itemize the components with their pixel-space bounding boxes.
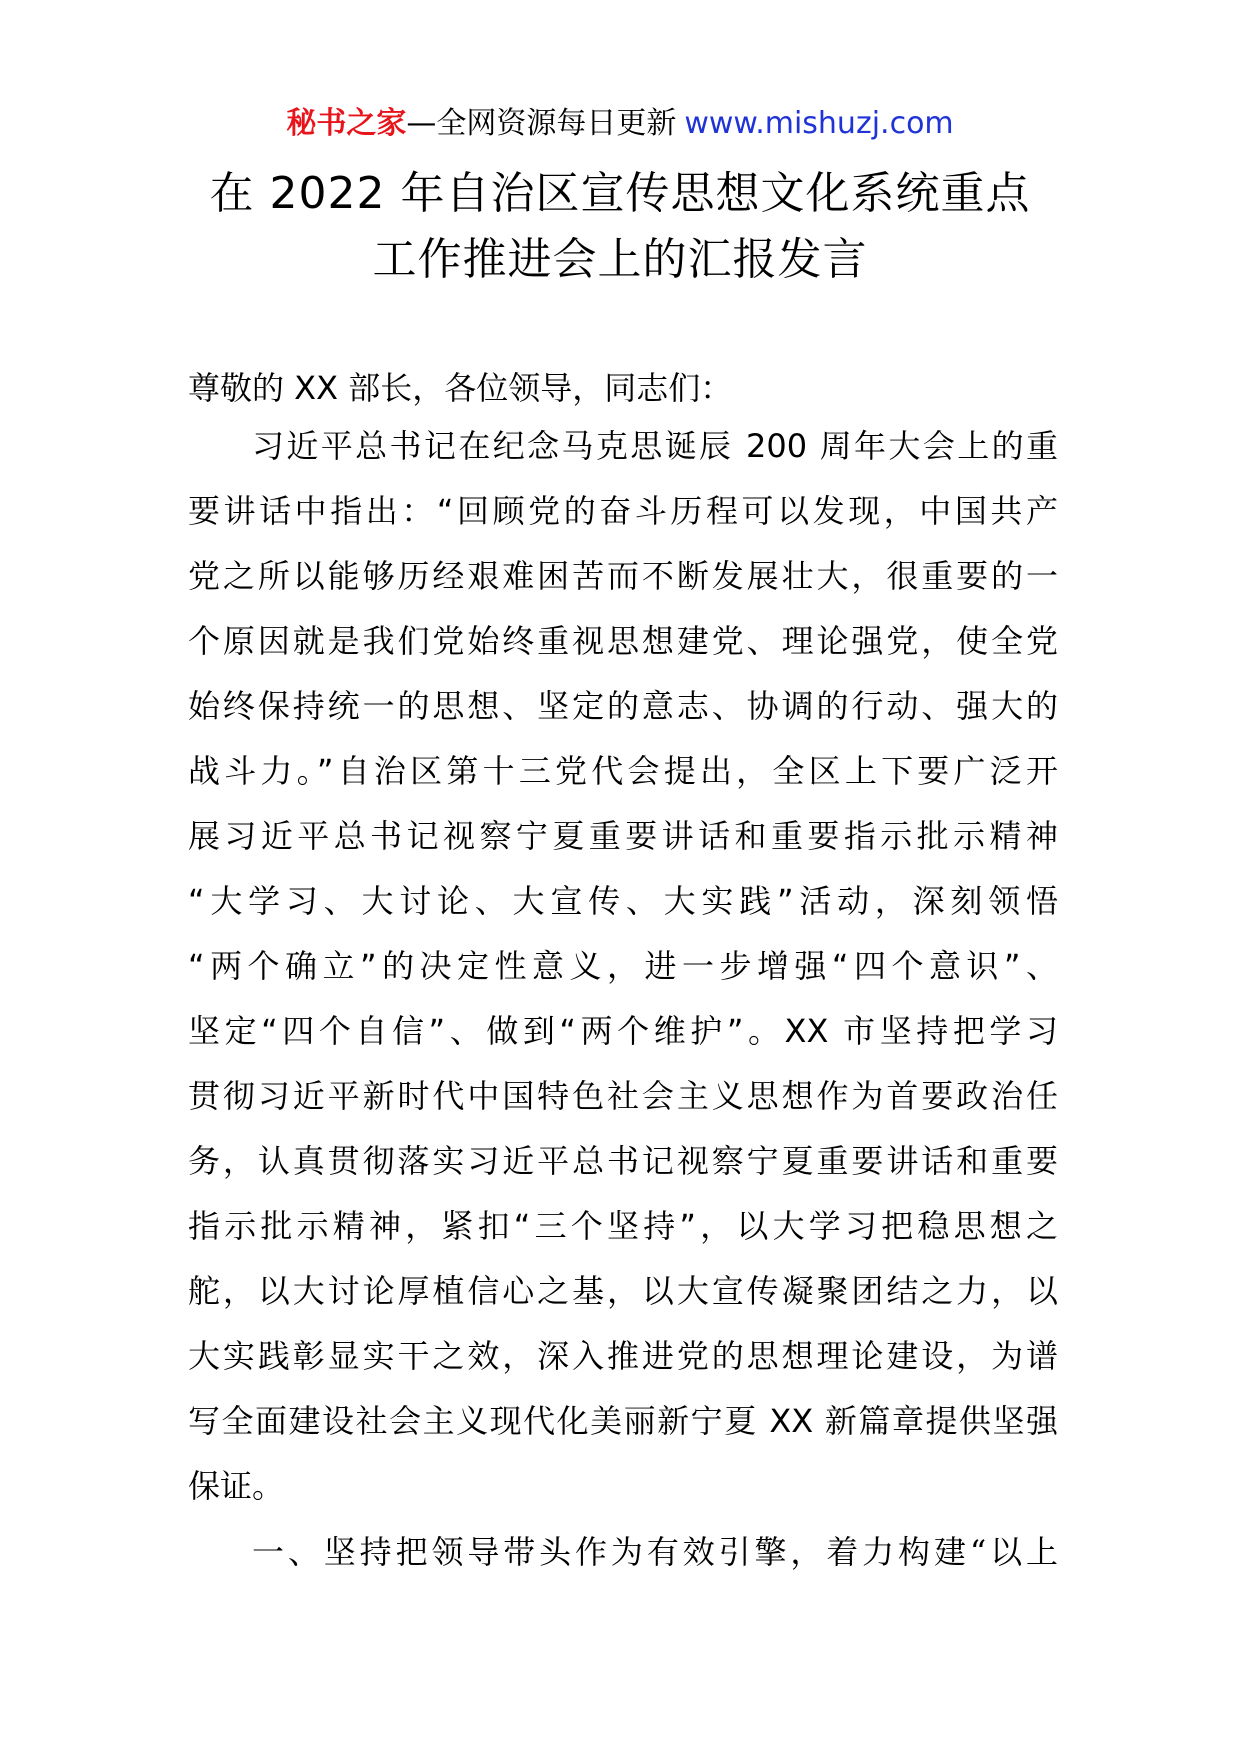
header-slogan: —全网资源每日更新 — [406, 106, 677, 141]
paragraph-line: 写全面建设社会主义现代化美丽新宁夏 XX 新篇章提供坚强 — [188, 1402, 1058, 1440]
document-title-line-2: 工作推进会上的汇报发言 — [372, 234, 868, 285]
paragraph-line: 指示批示精神，紧扣“三个坚持”，以大学习把稳思想之 — [188, 1207, 1058, 1245]
paragraph-line: 党之所以能够历经艰难困苦而不断发展壮大，很重要的一 — [188, 557, 1058, 595]
site-header — [0, 104, 1240, 144]
paragraph-line: 大实践彰显实干之效，深入推进党的思想理论建设，为谱 — [188, 1337, 1058, 1375]
salutation: 尊敬的 XX 部长，各位领导，同志们： — [188, 369, 733, 407]
document-title-line-1: 在 2022 年自治区宣传思想文化系统重点 — [209, 168, 1031, 219]
paragraph-line: 习近平总书记在纪念马克思诞辰 200 周年大会上的重 — [252, 427, 1058, 465]
paragraph-line: “大学习、大讨论、大宣传、大实践”活动，深刻领悟 — [188, 882, 1058, 920]
body-paragraph — [188, 424, 1058, 1529]
paragraph-line: 舵，以大讨论厚植信心之基，以大宣传凝聚团结之力，以 — [188, 1272, 1058, 1310]
paragraph-line: “两个确立”的决定性意义，进一步增强“四个意识”、 — [188, 947, 1058, 985]
section-heading-1: 一、坚持把领导带头作为有效引擎，着力构建“以上 — [252, 1533, 1058, 1571]
paragraph-line: 保证。 — [188, 1467, 285, 1505]
paragraph-line: 展习近平总书记视察宁夏重要讲话和重要指示批示精神 — [188, 817, 1058, 855]
paragraph-line: 贯彻习近平新时代中国特色社会主义思想作为首要政治任 — [188, 1077, 1058, 1115]
paragraph-line: 始终保持统一的思想、坚定的意志、协调的行动、强大的 — [188, 687, 1058, 725]
paragraph-line: 个原因就是我们党始终重视思想建党、理论强党，使全党 — [188, 622, 1058, 660]
site-url-link[interactable]: www.mishuzj.com — [684, 106, 954, 141]
brand-name: 秘书之家 — [286, 106, 407, 141]
paragraph-line: 战斗力。”自治区第十三党代会提出，全区上下要广泛开 — [188, 752, 1058, 790]
paragraph-line: 务，认真贯彻落实习近平总书记视察宁夏重要讲话和重要 — [188, 1142, 1058, 1180]
paragraph-line: 坚定“四个自信”、做到“两个维护”。XX 市坚持把学习 — [188, 1012, 1058, 1050]
paragraph-line: 要讲话中指出：“回顾党的奋斗历程可以发现，中国共产 — [188, 492, 1058, 530]
